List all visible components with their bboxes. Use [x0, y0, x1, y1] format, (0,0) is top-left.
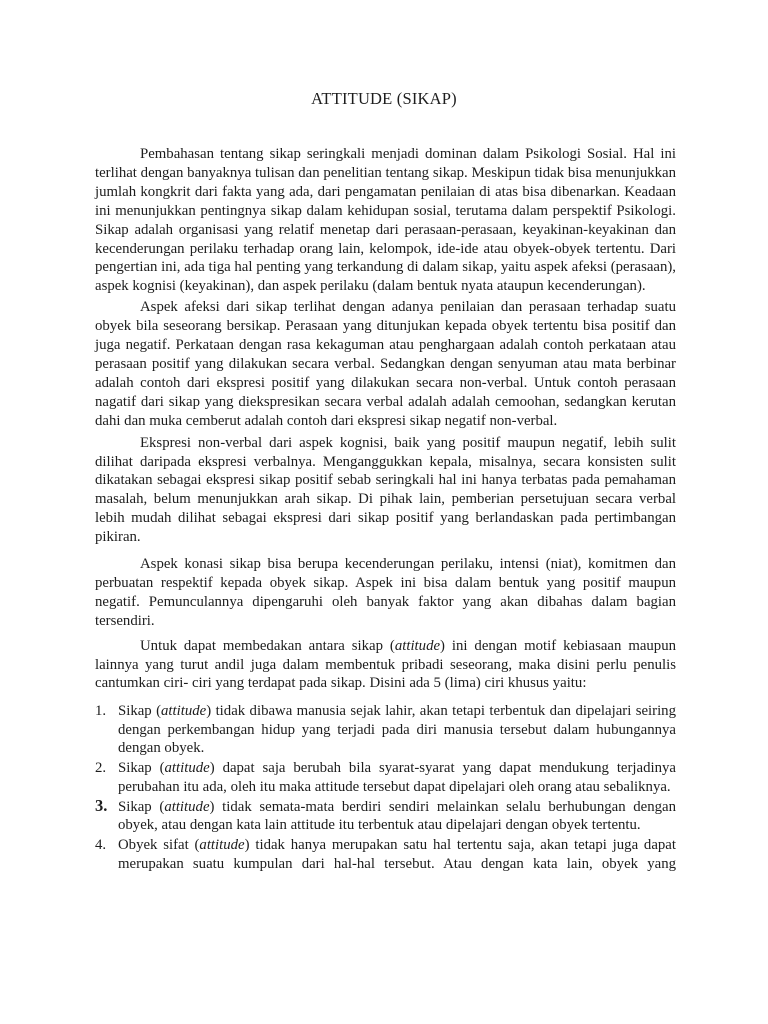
italic-term: attitude	[199, 837, 245, 854]
list-text-segment: ) dapat saja berubah bila syarat-syarat yang dapat mendukung terjadinya perubahan itu ada, oleh itu maka attitude tersebut dapat dipelajari oleh orang atau sebaliknya.	[118, 760, 676, 795]
list-text-segment: Obyek sifat (	[118, 837, 200, 854]
list-text-segment: Sikap (	[118, 703, 162, 720]
list-item	[95, 795, 676, 835]
characteristics-list	[95, 702, 676, 873]
document-title: ATTITUDE (SIKAP)	[311, 89, 457, 108]
list-text-segment: ) tidak hanya merupakan satu hal tertentu saja, akan tetapi juga dapat merupakan suatu kumpulan dari hal-hal tersebut. Atau dengan kata lain, obyek yang	[118, 837, 676, 872]
document-body	[95, 145, 676, 875]
paragraph-cognitive-aspect: Ekspresi non-verbal dari aspek kognisi, baik yang positif maupun negatif, lebih sulit dilihat daripada ekspresi verbalnya. Menganggukkan kepala, misalnya, secara konsisten sulit dikatakan sebagai ekspresi sikap positif sebab seringkali hal ini hanya terbatas pada pemahaman masalah, belum menunjukkan arah sikap. Di pihak lain, pemberian persetujuan secara verbal lebih mudah dilihat sebagai ekspresi dari sikap positif yang berlandaskan pada pertimbangan pikiran.	[95, 434, 676, 546]
italic-term: attitude	[164, 760, 210, 777]
list-text-segment: Sikap (	[118, 760, 165, 777]
list-text-segment: Sikap (	[118, 798, 165, 815]
italic-term: attitude	[161, 703, 207, 720]
list-item-text	[118, 703, 676, 756]
paragraph-conative-aspect: Aspek konasi sikap bisa berupa kecenderungan perilaku, intensi (niat), komitmen dan perbuatan respektif kepada obyek sikap. Aspek ini bisa dalam bentuk yang positif maupun negatif. Pemunculannya dipengaruhi oleh banyak faktor yang akan dibahas dalam bagian tersendiri.	[95, 556, 676, 629]
list-item-text	[118, 760, 676, 795]
paragraph-text: ) ini dengan motif kebiasaan maupun lainnya yang turut andil juga dalam membentuk pribadi seseorang, maka disini perlu penulis cantumkan ciri- ciri yang terdapat pada sikap. Disini ada 5 (lima) ciri khusus yaitu:	[95, 637, 676, 692]
list-number: 2.	[95, 760, 107, 777]
paragraph-text: Untuk dapat membedakan antara sikap (	[140, 637, 395, 654]
paragraph-characteristics-intro	[95, 637, 676, 694]
list-number: 3.	[95, 795, 108, 815]
list-number: 1.	[95, 703, 107, 720]
list-item	[95, 836, 676, 873]
list-text-segment: ) tidak dibawa manusia sejak lahir, akan tetapi terbentuk dan dipelajari seiring dengan perkembangan hidup yang terjadi pada diri manusia tersebut dalam hubungannya dengan obyek.	[118, 703, 676, 757]
paragraph-affective-aspect: Aspek afeksi dari sikap terlihat dengan adanya penilaian dan perasaan terhadap suatu obyek bila seseorang bersikap. Perasaan yang ditunjukan kepada obyek tertentu bisa positif dan juga negatif. Perkataan dengan rasa kekaguman atau penghargaan adalah contoh perkataan atau perasaan positif yang dilakukan secara verbal. Sedangkan dengan senyuman atau mata berbinar adalah contoh dari ekspresi positif yang dilakukan secara non-verbal. Untuk contoh perasaan nagatif dari sikap yang diekspresikan secara verbal adalah adalah cemoohan, sedangkan kerutan dahi dan muka cemberut adalah contoh dari ekspresi sikap negatif non-verbal.	[95, 299, 676, 429]
list-number: 4.	[95, 837, 107, 854]
list-item-text	[118, 799, 676, 834]
paragraph-intro: Pembahasan tentang sikap seringkali menjadi dominan dalam Psikologi Sosial. Hal ini terlihat dengan banyaknya tulisan dan penelitian tentang sikap. Meskipun tidak bisa menunjukkan jumlah kongkrit dari fakta yang ada, dari pengamatan penilaian di atas bisa dibenarkan. Keadaan ini menunjukkan pentingnya sikap dalam kehidupan sosial, terutama dalam perspektif Psikologi. Sikap adalah organisasi yang relatif menetap dari perasaan-perasaan, keyakinan-keyakinan dan kecenderungan perilaku terhadap orang lain, kelompok, ide-ide atau obyek-obyek tertentu. Dari pengertian ini, ada tiga hal penting yang terkandung di dalam sikap, yaitu aspek afeksi (perasaan), aspek kognisi (keyakinan), dan aspek perilaku (dalam bentuk nyata ataupun kecenderungan).	[95, 146, 676, 295]
italic-term: attitude	[164, 798, 210, 815]
list-item	[95, 759, 676, 796]
list-text-segment: ) tidak semata-mata berdiri sendiri melainkan selalu berhubungan dengan obyek, atau dengan kata lain attitude itu terbentuk atau dipelajari dengan obyek tertentu.	[118, 798, 676, 834]
list-item-text	[118, 837, 676, 872]
list-item	[95, 702, 676, 758]
italic-term: attitude	[394, 637, 441, 654]
